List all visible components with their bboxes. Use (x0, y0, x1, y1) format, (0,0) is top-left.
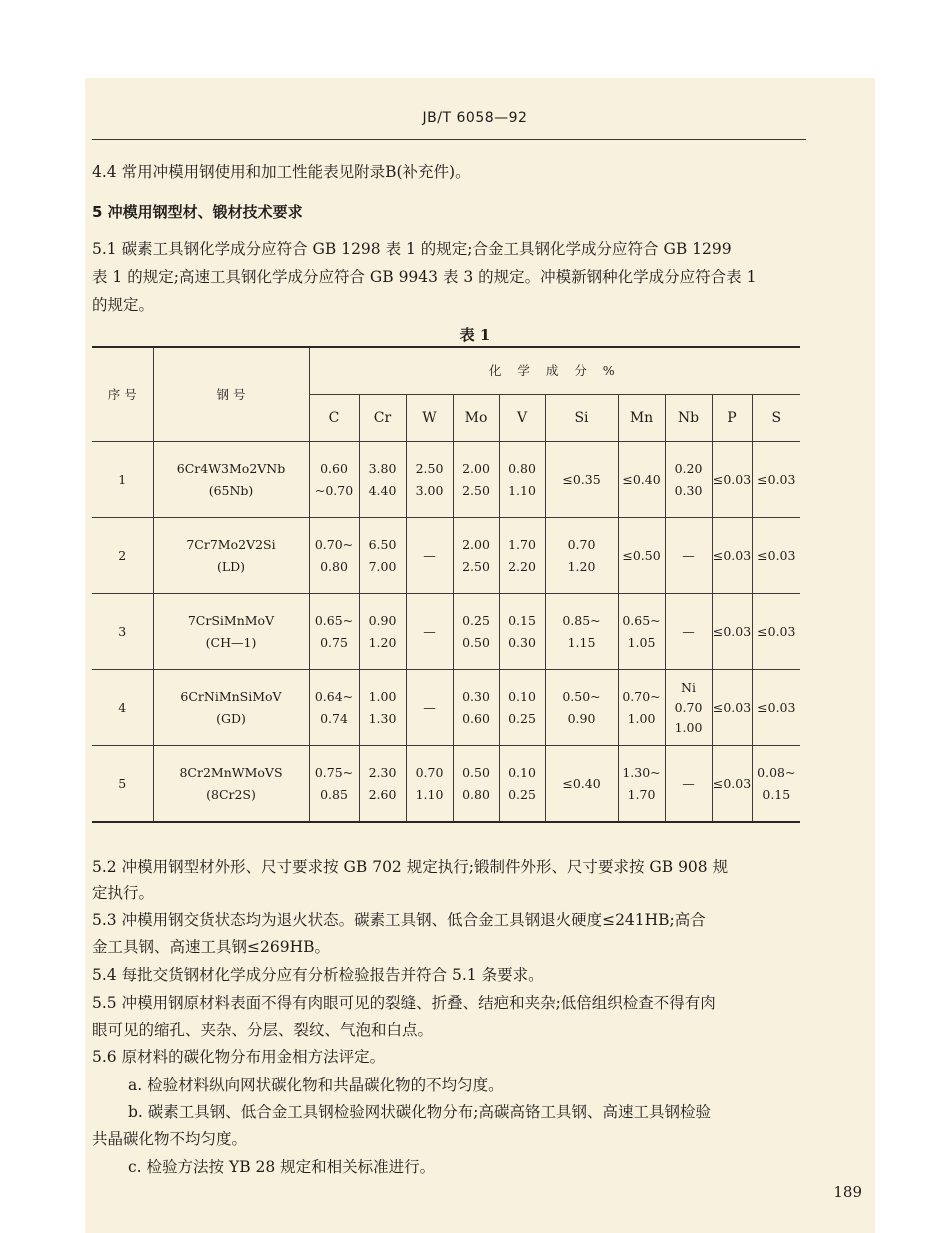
cell-grade (153, 518, 309, 594)
value: 2.50 (415, 460, 444, 476)
header-serial-no: 序 号 (92, 347, 153, 442)
header-element: Mo (453, 395, 499, 442)
value: 0.50 (462, 634, 490, 650)
header-steel-grade: 钢 号 (153, 347, 309, 442)
value: 0.50 (462, 764, 490, 780)
value: 0.75 (320, 634, 348, 650)
value: 1.30~ (622, 764, 661, 780)
value: 2.30 (368, 764, 397, 780)
value: 1.00 (674, 719, 703, 735)
value: 1.20 (567, 558, 596, 574)
value: 0.90 (567, 710, 596, 726)
value: 0.70 (674, 699, 703, 715)
clause-5-3-line2: 金工具钢、高速工具钢≤269HB。 (92, 938, 330, 956)
value: 3.00 (415, 482, 444, 498)
value: 0.85 (320, 786, 348, 802)
cell-w (406, 442, 453, 518)
cell-no: 5 (92, 746, 153, 823)
grade-alias: (LD) (216, 558, 246, 574)
value: 0.50~ (562, 688, 601, 704)
cell-mn: ≤0.40 (618, 442, 665, 518)
cell-mo (453, 594, 499, 670)
cell-si: ≤0.35 (545, 442, 618, 518)
item-b-line1: b. 碳素工具钢、低合金工具钢检验网状碳化物分布;高碳高铬工具钢、高速工具钢检验 (128, 1103, 712, 1121)
cell-c (309, 746, 359, 823)
value: 2.50 (462, 482, 490, 498)
item-c: c. 检验方法按 YB 28 规定和相关标准进行。 (128, 1158, 436, 1176)
value: 0.85~ (562, 612, 601, 628)
cell-no: 3 (92, 594, 153, 670)
cell-nb: — (665, 518, 712, 594)
cell-grade (153, 442, 309, 518)
cell-cr (359, 518, 406, 594)
cell-cr (359, 670, 406, 746)
value: 1.15 (567, 634, 596, 650)
value: 0.65~ (314, 612, 354, 628)
value: 2.50 (462, 558, 490, 574)
value: 1.10 (508, 482, 536, 498)
page-number: 189 (833, 1183, 862, 1201)
value: 1.70 (508, 536, 536, 552)
value: 1.00 (368, 688, 397, 704)
value: 0.25 (508, 710, 536, 726)
cell-c (309, 442, 359, 518)
cell-grade (153, 746, 309, 823)
header-standard-number: JB/T 6058—92 (422, 110, 528, 126)
value: 0.80 (462, 786, 490, 802)
value: 0.90 (368, 612, 397, 628)
cell-s (752, 746, 800, 823)
value: 0.75~ (314, 764, 354, 780)
cell-mo (453, 670, 499, 746)
header-element: Si (545, 395, 618, 442)
cell-mo (453, 442, 499, 518)
value: 1.70 (627, 786, 656, 802)
value: 0.30 (674, 482, 703, 498)
clause-4-4: 4.4 常用冲模用钢使用和加工性能表见附录B(补充件)。 (92, 163, 471, 181)
cell-mn (618, 670, 665, 746)
cell-p: ≤0.03 (712, 518, 752, 594)
value: 1.20 (368, 634, 397, 650)
value: 1.00 (627, 710, 656, 726)
cell-no: 4 (92, 670, 153, 746)
clause-5-6: 5.6 原材料的碳化物分布用金相方法评定。 (92, 1048, 386, 1066)
grade-name: 7Cr7Mo2V2Si (186, 536, 276, 552)
header-chemical-composition: 化 学 成 分 % (309, 347, 800, 395)
table-row (92, 746, 800, 823)
value: 0.64~ (314, 688, 354, 704)
cell-w (406, 746, 453, 823)
cell-si (545, 670, 618, 746)
value: 0.65~ (622, 612, 661, 628)
cell-p: ≤0.03 (712, 442, 752, 518)
cell-p: ≤0.03 (712, 670, 752, 746)
header-element: P (712, 395, 752, 442)
item-a: a. 检验材料纵向网状碳化物和共晶碳化物的不均匀度。 (128, 1076, 504, 1094)
cell-v (499, 518, 545, 594)
cell-v (499, 442, 545, 518)
section-5-title: 5 冲模用钢型材、锻材技术要求 (92, 203, 303, 221)
value: 0.60 (320, 460, 348, 476)
header-element: Nb (665, 395, 712, 442)
cell-s: ≤0.03 (752, 594, 800, 670)
value: 7.00 (368, 558, 397, 574)
grade-alias: (CH—1) (205, 634, 257, 650)
cell-nb: — (665, 594, 712, 670)
table-row (92, 670, 800, 746)
cell-w: — (406, 594, 453, 670)
clause-5-2-line1: 5.2 冲模用钢型材外形、尺寸要求按 GB 702 规定执行;锻制件外形、尺寸要求按 GB 908 规 (92, 858, 729, 876)
cell-mo (453, 518, 499, 594)
cell-grade (153, 670, 309, 746)
grade-alias: (65Nb) (208, 482, 254, 498)
value: 0.20 (674, 460, 703, 476)
cell-s: ≤0.03 (752, 442, 800, 518)
value: 2.00 (462, 460, 490, 476)
cell-c (309, 670, 359, 746)
value: 6.50 (368, 536, 397, 552)
value: 0.70 (415, 764, 444, 780)
cell-mn: ≤0.50 (618, 518, 665, 594)
clause-5-1-line2: 表 1 的规定;高速工具钢化学成分应符合 GB 9943 表 3 的规定。冲模新钢种化学成分应符合表 1 (92, 268, 757, 286)
header-rule (92, 139, 806, 140)
cell-mn (618, 594, 665, 670)
cell-si (545, 518, 618, 594)
header-element: V (499, 395, 545, 442)
cell-v (499, 670, 545, 746)
cell-v (499, 594, 545, 670)
grade-name: 6CrNiMnSiMoV (180, 688, 282, 704)
grade-alias: (8Cr2S) (206, 786, 256, 802)
value: 0.80 (508, 460, 536, 476)
table-row (92, 594, 800, 670)
value: 1.05 (627, 634, 656, 650)
chemical-composition-table (92, 346, 800, 823)
value: 0.70~ (622, 688, 661, 704)
cell-p: ≤0.03 (712, 594, 752, 670)
clause-5-5-line2: 眼可见的缩孔、夹杂、分层、裂纹、气泡和白点。 (92, 1021, 434, 1039)
value: 1.30 (368, 710, 397, 726)
cell-mn (618, 746, 665, 823)
value: 0.80 (320, 558, 348, 574)
table-row (92, 518, 800, 594)
value: 0.74 (320, 710, 348, 726)
header-element: C (309, 395, 359, 442)
header-element: Cr (359, 395, 406, 442)
value: 2.60 (368, 786, 397, 802)
value: 0.10 (508, 688, 536, 704)
value: 0.30 (508, 634, 536, 650)
value: 0.08~ (757, 764, 796, 780)
cell-mo (453, 746, 499, 823)
cell-cr (359, 746, 406, 823)
cell-nb (665, 670, 712, 746)
cell-cr (359, 594, 406, 670)
cell-grade (153, 594, 309, 670)
header-element: W (406, 395, 453, 442)
value: 0.30 (462, 688, 490, 704)
header-element: S (752, 395, 800, 442)
value: 0.70 (567, 536, 596, 552)
value: 0.15 (762, 786, 791, 802)
clause-5-4: 5.4 每批交货钢材化学成分应有分析检验报告并符合 5.1 条要求。 (92, 966, 544, 984)
cell-s: ≤0.03 (752, 518, 800, 594)
cell-si (545, 594, 618, 670)
value: Ni (681, 679, 696, 695)
value: 0.10 (508, 764, 536, 780)
cell-c (309, 518, 359, 594)
value: 1.10 (415, 786, 444, 802)
value: 0.70~ (314, 536, 354, 552)
value: 2.00 (462, 536, 490, 552)
cell-w: — (406, 670, 453, 746)
value: 3.80 (368, 460, 397, 476)
table-row (92, 442, 800, 518)
clause-5-1-line1: 5.1 碳素工具钢化学成分应符合 GB 1298 表 1 的规定;合金工具钢化学成分应符合 GB 1299 (92, 240, 732, 258)
value: 2.20 (508, 558, 536, 574)
cell-nb (665, 442, 712, 518)
clause-5-3-line1: 5.3 冲模用钢交货状态均为退火状态。碳素工具钢、低合金工具钢退火硬度≤241HB;高合 (92, 911, 706, 929)
cell-v (499, 746, 545, 823)
value: 0.15 (508, 612, 536, 628)
clause-5-5-line1: 5.5 冲模用钢原材料表面不得有肉眼可见的裂缝、折叠、结疤和夹杂;低倍组织检查不得有肉 (92, 994, 716, 1012)
clause-5-2-line2: 定执行。 (92, 884, 155, 902)
grade-name: 7CrSiMnMoV (187, 612, 275, 628)
table-caption: 表 1 (459, 326, 491, 344)
grade-name: 8Cr2MnWMoVS (179, 764, 283, 780)
cell-nb: — (665, 746, 712, 823)
value: 0.25 (508, 786, 536, 802)
item-b-line2: 共晶碳化物不均匀度。 (92, 1130, 248, 1148)
value: 0.25 (462, 612, 490, 628)
grade-name: 6Cr4W3Mo2VNb (176, 460, 286, 476)
grade-alias: (GD) (216, 710, 246, 726)
cell-si: ≤0.40 (545, 746, 618, 823)
value: 4.40 (368, 482, 397, 498)
cell-p: ≤0.03 (712, 746, 752, 823)
value: 0.60 (462, 710, 490, 726)
cell-no: 2 (92, 518, 153, 594)
cell-no: 1 (92, 442, 153, 518)
value: ~0.70 (314, 482, 354, 498)
cell-w: — (406, 518, 453, 594)
cell-cr (359, 442, 406, 518)
header-element: Mn (618, 395, 665, 442)
cell-s: ≤0.03 (752, 670, 800, 746)
cell-c (309, 594, 359, 670)
clause-5-1-line3: 的规定。 (92, 296, 155, 314)
